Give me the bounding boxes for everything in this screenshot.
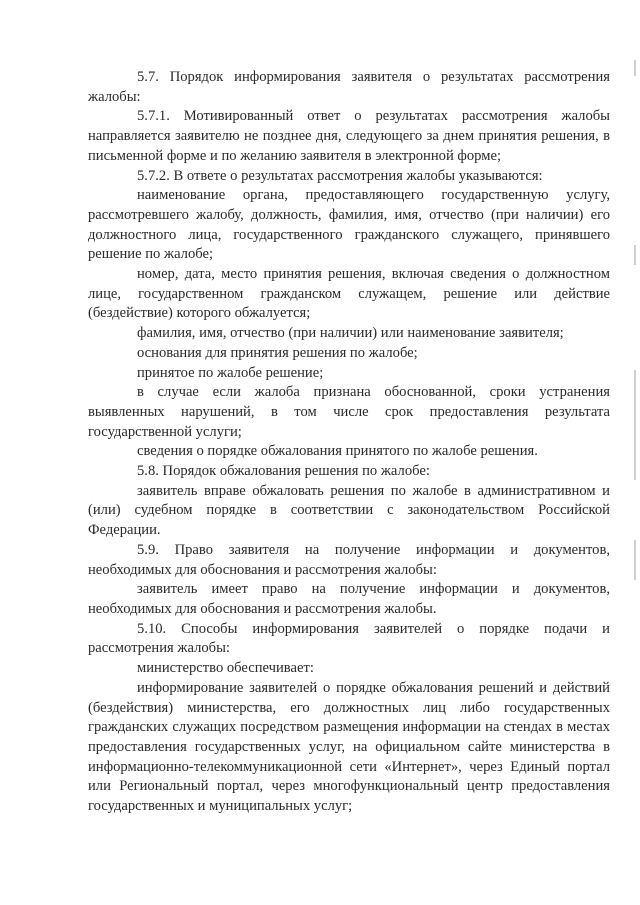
- paragraph-5-7-1: 5.7.1. Мотивированный ответ о результатах рассмотрения жалобы направляется заявителю не позднее дня, следующего за днем принятия решения, в письменной форме и по желанию заявителя в электронной форме;: [88, 108, 610, 164]
- paragraph-5-8-body: заявитель вправе обжаловать решения по жалобе в административном и (или) судебном порядке в соответствии с законодательством Российской Федерации.: [88, 482, 610, 539]
- scan-artifact: [634, 370, 636, 480]
- list-item-decision-number: номер, дата, место принятия решения, включая сведения о должностном лице, государственном гражданском служащем, решение или действие (бездействие) которого обжалуется;: [88, 266, 610, 322]
- scan-artifact: [634, 60, 636, 76]
- list-item-applicant-name: фамилия, имя, отчество (при наличии) или наименование заявителя;: [137, 325, 564, 342]
- scan-artifact: [634, 245, 636, 265]
- paragraph-5-9: 5.9. Право заявителя на получение информации и документов, необходимых для обоснования и рассмотрения жалобы:: [88, 541, 610, 578]
- paragraph-5-10: 5.10. Способы информирования заявителей о порядке подачи и рассмотрения жалобы:: [88, 620, 610, 657]
- paragraph-5-8: 5.8. Порядок обжалования решения по жалобе:: [137, 463, 430, 480]
- list-item-justified-complaint: в случае если жалоба признана обоснованной, сроки устранения выявленных нарушений, в том числе срок предоставления результата государственной услуги;: [88, 384, 610, 440]
- paragraph-5-7-2: 5.7.2. В ответе о результатах рассмотрения жалобы указываются:: [137, 167, 543, 184]
- scan-artifact: [634, 540, 636, 580]
- list-item-appeal-procedure: сведения о порядке обжалования принятого по жалобе решения.: [137, 443, 538, 460]
- document-page: [88, 68, 610, 817]
- paragraph-5-10-body: информирование заявителей о порядке обжалования решений и действий (бездействия) министерства, его должностных лиц либо государственных гражданских служащих посредством размещения информации на стендах в местах предоставления государственных услуг, на официальном сайте министерства в информационно-телекоммуникационной сети «Интернет», через Единый портал или Региональный портал, через многофункциональный центр предоставления государственных и муниципальных услуг;: [88, 679, 610, 815]
- list-item-grounds: основания для принятия решения по жалобе;: [137, 344, 418, 361]
- paragraph-5-9-body: заявитель имеет право на получение информации и документов, необходимых для обоснования и рассмотрения жалобы.: [88, 581, 610, 617]
- paragraph-5-10-intro: министерство обеспечивает:: [137, 660, 314, 677]
- list-item-organ-name: наименование органа, предоставляющего государственную услугу, рассмотревшего жалобу, должность, фамилия, имя, отчество (при наличии) его должностного лица, государственного гражданского служащего, принявшего решение по жалобе;: [88, 187, 610, 263]
- paragraph-5-7: 5.7. Порядок информирования заявителя о результатах рассмотрения жалобы:: [88, 69, 610, 105]
- list-item-decision: принятое по жалобе решение;: [137, 364, 324, 381]
